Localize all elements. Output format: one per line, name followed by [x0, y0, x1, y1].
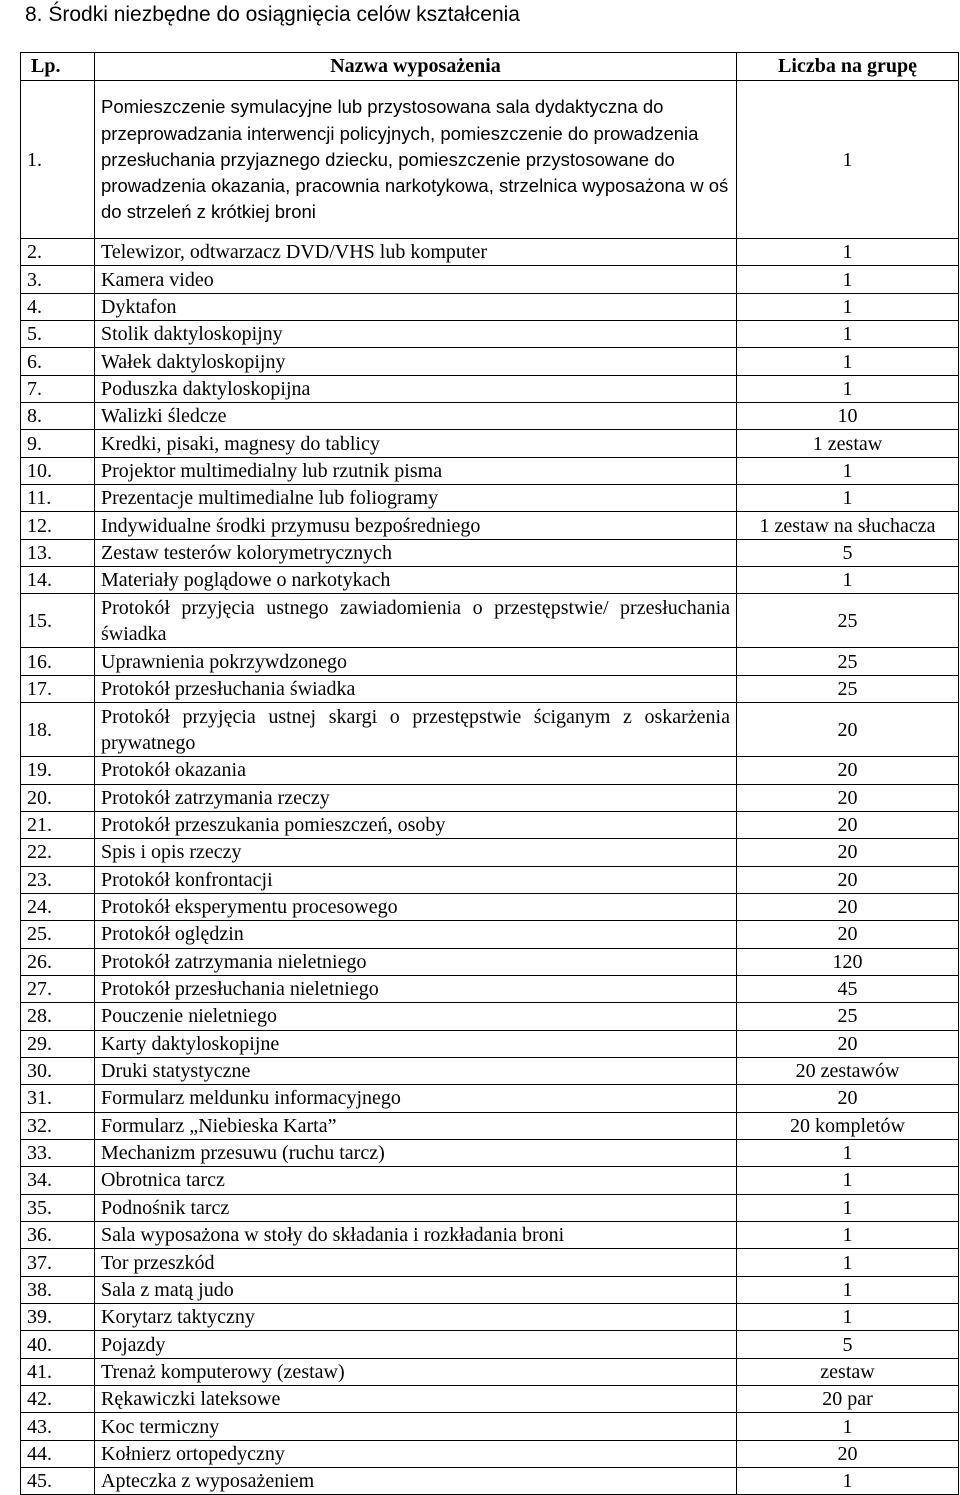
equipment-name: Zestaw testerów kolorymetrycznych [95, 539, 737, 566]
table-body [21, 81, 959, 1495]
equipment-name: Protokół przesłuchania świadka [95, 675, 737, 702]
table-row [21, 648, 959, 675]
quantity-per-group: 1 [737, 293, 959, 320]
table-row [21, 375, 959, 402]
equipment-name: Kredki, pisaki, magnesy do tablicy [95, 430, 737, 457]
equipment-name: Protokół zatrzymania rzeczy [95, 784, 737, 811]
table-row [21, 512, 959, 539]
table-row [21, 811, 959, 838]
row-number: 40. [21, 1331, 95, 1358]
quantity-per-group: 1 [737, 1222, 959, 1249]
quantity-per-group: 1 [737, 1468, 959, 1495]
quantity-per-group: 1 [737, 1276, 959, 1303]
quantity-per-group: 5 [737, 1331, 959, 1358]
row-number: 6. [21, 348, 95, 375]
quantity-per-group: 1 [737, 1167, 959, 1194]
table-row [21, 1222, 959, 1249]
equipment-name: Protokół przyjęcia ustnej skargi o przestępstwie ściganym z oskarżenia prywatnego [95, 703, 737, 757]
equipment-name: Poduszka daktyloskopijna [95, 375, 737, 402]
table-row [21, 81, 959, 239]
row-number: 27. [21, 975, 95, 1002]
equipment-table [20, 52, 959, 1495]
row-number: 5. [21, 321, 95, 348]
row-number: 15. [21, 594, 95, 648]
quantity-per-group: 5 [737, 539, 959, 566]
row-number: 28. [21, 1003, 95, 1030]
row-number: 31. [21, 1085, 95, 1112]
equipment-name: Protokół zatrzymania nieletniego [95, 948, 737, 975]
row-number: 22. [21, 839, 95, 866]
row-number: 26. [21, 948, 95, 975]
row-number: 4. [21, 293, 95, 320]
equipment-name: Protokół konfrontacji [95, 866, 737, 893]
row-number: 34. [21, 1167, 95, 1194]
table-row [21, 703, 959, 757]
equipment-name: Rękawiczki lateksowe [95, 1386, 737, 1413]
quantity-per-group: 20 [737, 1085, 959, 1112]
equipment-name: Prezentacje multimedialne lub foliogramy [95, 485, 737, 512]
quantity-per-group: 20 zestawów [737, 1057, 959, 1084]
quantity-per-group: 20 [737, 893, 959, 920]
equipment-name: Karty daktyloskopijne [95, 1030, 737, 1057]
quantity-per-group: 20 [737, 839, 959, 866]
row-number: 30. [21, 1057, 95, 1084]
table-row [21, 1139, 959, 1166]
quantity-per-group: 20 [737, 757, 959, 784]
table-row [21, 784, 959, 811]
table-row [21, 567, 959, 594]
header-name: Nazwa wyposażenia [95, 53, 737, 81]
table-row [21, 1358, 959, 1385]
row-number: 44. [21, 1440, 95, 1467]
table-row [21, 1276, 959, 1303]
quantity-per-group: 1 [737, 1194, 959, 1221]
equipment-name: Trenaż komputerowy (zestaw) [95, 1358, 737, 1385]
quantity-per-group: 25 [737, 594, 959, 648]
row-number: 33. [21, 1139, 95, 1166]
row-number: 20. [21, 784, 95, 811]
quantity-per-group: 20 [737, 921, 959, 948]
table-row [21, 293, 959, 320]
table-row [21, 430, 959, 457]
row-number: 18. [21, 703, 95, 757]
equipment-name: Formularz „Niebieska Karta” [95, 1112, 737, 1139]
quantity-per-group: 1 [737, 567, 959, 594]
equipment-name: Protokół oględzin [95, 921, 737, 948]
equipment-name: Protokół przyjęcia ustnego zawiadomienia o przestępstwie/ przesłuchania świadka [95, 594, 737, 648]
equipment-name: Mechanizm przesuwu (ruchu tarcz) [95, 1139, 737, 1166]
equipment-name: Indywidualne środki przymusu bezpośredniego [95, 512, 737, 539]
equipment-name: Sala wyposażona w stoły do składania i rozkładania broni [95, 1222, 737, 1249]
quantity-per-group: 1 [737, 1249, 959, 1276]
equipment-name: Korytarz taktyczny [95, 1304, 737, 1331]
equipment-name: Protokół eksperymentu procesowego [95, 893, 737, 920]
table-row [21, 975, 959, 1002]
table-row [21, 921, 959, 948]
table-row [21, 1413, 959, 1440]
table-row [21, 239, 959, 266]
equipment-name: Formularz meldunku informacyjnego [95, 1085, 737, 1112]
row-number: 29. [21, 1030, 95, 1057]
row-number: 1. [21, 81, 95, 239]
equipment-name-cell [95, 81, 737, 239]
quantity-per-group: 45 [737, 975, 959, 1002]
table-row [21, 757, 959, 784]
table-row [21, 594, 959, 648]
table-row [21, 839, 959, 866]
row-number: 9. [21, 430, 95, 457]
equipment-name: Pojazdy [95, 1331, 737, 1358]
header-lp: Lp. [21, 53, 95, 81]
row-number: 38. [21, 1276, 95, 1303]
table-row [21, 675, 959, 702]
row-number: 45. [21, 1468, 95, 1495]
section-heading: 8. Środki niezbędne do osiągnięcia celów kształcenia [25, 3, 520, 26]
quantity-per-group: 1 [737, 375, 959, 402]
quantity-per-group: 1 [737, 1413, 959, 1440]
table-header-row [21, 53, 959, 81]
quantity-per-group: 20 [737, 703, 959, 757]
row-number: 35. [21, 1194, 95, 1221]
table-row [21, 1468, 959, 1495]
row-number: 24. [21, 893, 95, 920]
table-row [21, 948, 959, 975]
equipment-name: Tor przeszkód [95, 1249, 737, 1276]
table-row [21, 866, 959, 893]
row-number: 8. [21, 403, 95, 430]
table-row [21, 1249, 959, 1276]
equipment-name: Apteczka z wyposażeniem [95, 1468, 737, 1495]
quantity-per-group: 20 [737, 866, 959, 893]
row-number: 32. [21, 1112, 95, 1139]
row-number: 25. [21, 921, 95, 948]
equipment-name: Podnośnik tarcz [95, 1194, 737, 1221]
equipment-name: Kamera video [95, 266, 737, 293]
equipment-name: Projektor multimedialny lub rzutnik pisma [95, 457, 737, 484]
equipment-name: Stolik daktyloskopijny [95, 321, 737, 348]
table-row [21, 1331, 959, 1358]
table-row [21, 539, 959, 566]
equipment-name: Koc termiczny [95, 1413, 737, 1440]
equipment-name: Spis i opis rzeczy [95, 839, 737, 866]
table-row [21, 1194, 959, 1221]
row-number: 10. [21, 457, 95, 484]
row-number: 12. [21, 512, 95, 539]
quantity-per-group: 1 zestaw [737, 430, 959, 457]
row-number: 43. [21, 1413, 95, 1440]
quantity-per-group: 20 [737, 1030, 959, 1057]
table-row [21, 1304, 959, 1331]
table-row [21, 1167, 959, 1194]
quantity-per-group: 25 [737, 648, 959, 675]
row-number: 2. [21, 239, 95, 266]
row-number: 13. [21, 539, 95, 566]
quantity-per-group: 1 [737, 321, 959, 348]
quantity-per-group: 1 [737, 457, 959, 484]
table-row [21, 1112, 959, 1139]
row-number: 16. [21, 648, 95, 675]
row-number: 36. [21, 1222, 95, 1249]
table-row [21, 1030, 959, 1057]
equipment-name: Protokół przesłuchania nieletniego [95, 975, 737, 1002]
table-row [21, 321, 959, 348]
quantity-per-group: 1 [737, 1304, 959, 1331]
quantity-per-group: zestaw [737, 1358, 959, 1385]
row-number: 11. [21, 485, 95, 512]
quantity-per-group: 120 [737, 948, 959, 975]
equipment-name: Dyktafon [95, 293, 737, 320]
quantity-per-group: 20 [737, 811, 959, 838]
table-row [21, 1003, 959, 1030]
equipment-name: Pomieszczenie symulacyjne lub przystosowana sala dydaktyczna do przeprowadzania interwencji policyjnych, pomieszczenie do prowadzenia przesłuchania przyjaznego dziecku, pomieszczenie przystosowane do prowadzenia okazania, pracownia narkotykowa, strzelnica wyposażona w oś do strzeleń z krótkiej broni [101, 96, 729, 223]
equipment-name: Pouczenie nieletniego [95, 1003, 737, 1030]
quantity-per-group: 1 [737, 485, 959, 512]
row-number: 14. [21, 567, 95, 594]
header-qty: Liczba na grupę [737, 53, 959, 81]
row-number: 19. [21, 757, 95, 784]
quantity-per-group: 1 [737, 348, 959, 375]
equipment-name: Obrotnica tarcz [95, 1167, 737, 1194]
table-row [21, 893, 959, 920]
equipment-name: Sala z matą judo [95, 1276, 737, 1303]
table-row [21, 403, 959, 430]
row-number: 21. [21, 811, 95, 838]
quantity-per-group: 25 [737, 675, 959, 702]
quantity-per-group: 25 [737, 1003, 959, 1030]
table-row [21, 266, 959, 293]
quantity-per-group: 1 [737, 81, 959, 239]
quantity-per-group: 10 [737, 403, 959, 430]
quantity-per-group: 20 par [737, 1386, 959, 1413]
table-row [21, 1085, 959, 1112]
quantity-per-group: 20 kompletów [737, 1112, 959, 1139]
row-number: 23. [21, 866, 95, 893]
quantity-per-group: 1 [737, 1139, 959, 1166]
table-row [21, 485, 959, 512]
equipment-name: Uprawnienia pokrzywdzonego [95, 648, 737, 675]
row-number: 39. [21, 1304, 95, 1331]
equipment-name: Protokół okazania [95, 757, 737, 784]
quantity-per-group: 20 [737, 784, 959, 811]
row-number: 17. [21, 675, 95, 702]
quantity-per-group: 20 [737, 1440, 959, 1467]
equipment-name: Telewizor, odtwarzacz DVD/VHS lub komputer [95, 239, 737, 266]
equipment-name: Walizki śledcze [95, 403, 737, 430]
equipment-name: Wałek daktyloskopijny [95, 348, 737, 375]
quantity-per-group: 1 [737, 239, 959, 266]
table-row [21, 1386, 959, 1413]
table-row [21, 1440, 959, 1467]
row-number: 7. [21, 375, 95, 402]
table-row [21, 1057, 959, 1084]
quantity-per-group: 1 zestaw na słuchacza [737, 512, 959, 539]
row-number: 3. [21, 266, 95, 293]
row-number: 41. [21, 1358, 95, 1385]
table-row [21, 348, 959, 375]
equipment-name: Druki statystyczne [95, 1057, 737, 1084]
row-number: 37. [21, 1249, 95, 1276]
equipment-name: Protokół przeszukania pomieszczeń, osoby [95, 811, 737, 838]
equipment-name: Kołnierz ortopedyczny [95, 1440, 737, 1467]
equipment-name: Materiały poglądowe o narkotykach [95, 567, 737, 594]
table-row [21, 457, 959, 484]
row-number: 42. [21, 1386, 95, 1413]
quantity-per-group: 1 [737, 266, 959, 293]
